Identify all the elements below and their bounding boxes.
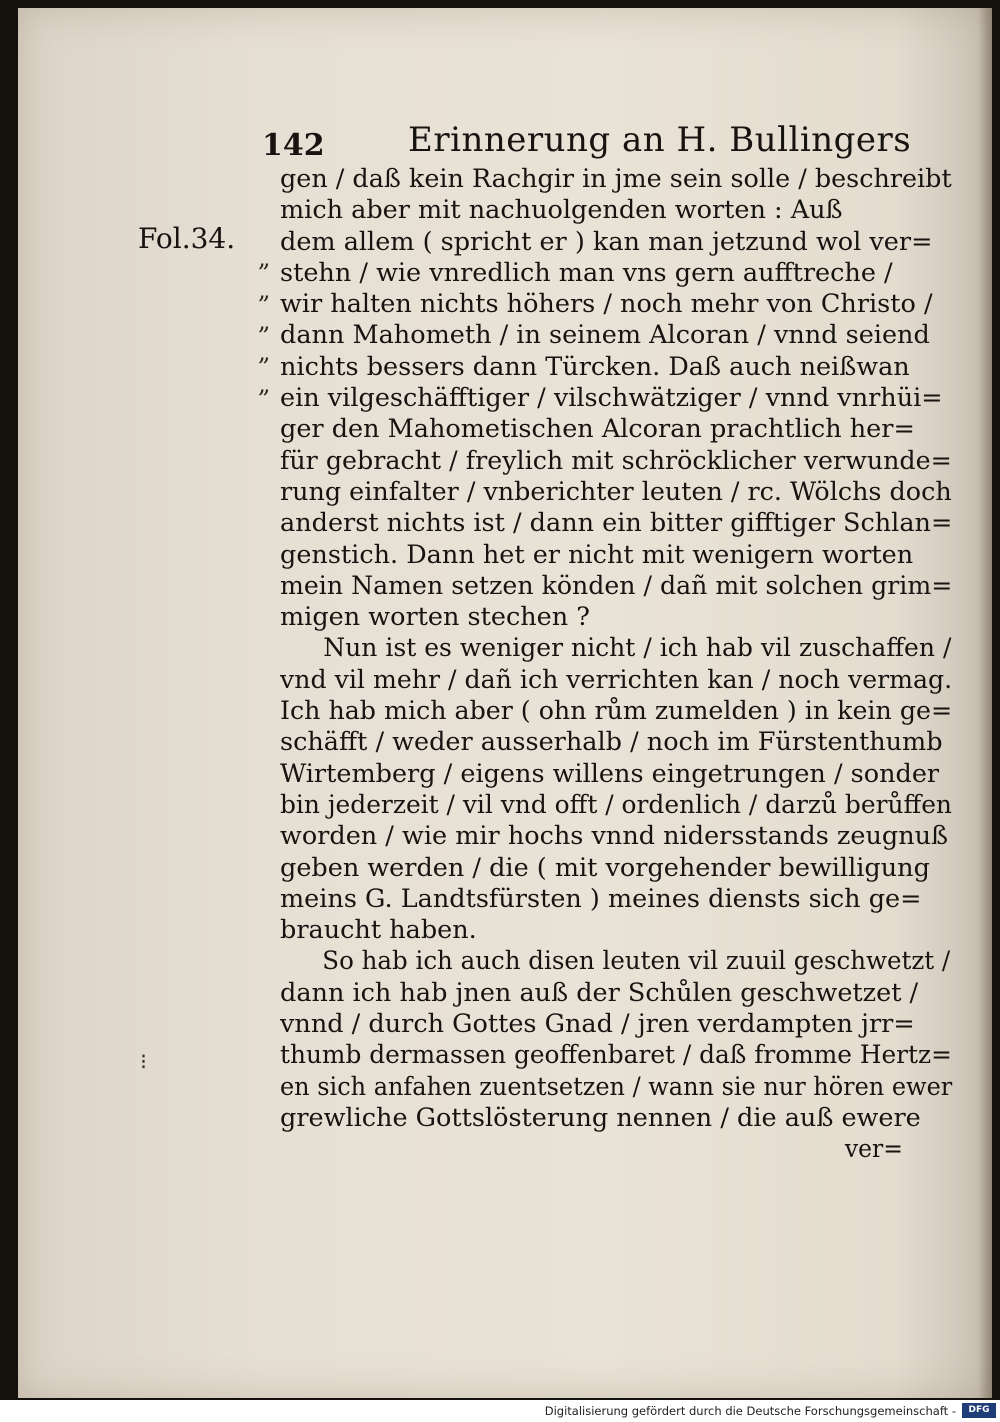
text-line: für gebracht / freylich mit schröcklicher verwunde= — [280, 445, 952, 476]
text-line: wir halten nichts höhers / noch mehr von Christo / — [280, 289, 933, 320]
text-line: rung einfalter / vnberichter leuten / rc. Wölchs doch — [280, 476, 952, 507]
text-line: anderst nichts ist / dann ein bitter gifftiger Schlan= — [280, 508, 953, 539]
marginal-quote-mark: „ — [258, 338, 271, 366]
marginal-quote-mark: „ — [258, 307, 271, 335]
text-line: migen worten stechen ? — [280, 602, 590, 633]
text-line: Nun ist es weniger nicht / ich hab vil zuschaffen / — [323, 633, 952, 664]
page-number: 142 — [262, 128, 325, 163]
marginal-quote-mark: „ — [258, 370, 271, 398]
text-line: geben werden / die ( mit vorgehender bewilligung — [280, 852, 930, 883]
text-line: mein Namen setzen könden / dañ mit solchen grim= — [280, 570, 953, 601]
body-text — [280, 164, 952, 1166]
text-line: stehn / wie vnredlich man vns gern aufftreche / — [280, 257, 893, 288]
text-line: mich aber mit nachuolgenden worten : Auß — [280, 195, 843, 226]
page-edge-shadow — [978, 8, 992, 1398]
text-line: ein vilgeschäfftiger / vilschwätziger / vnnd vnrhüi= — [280, 383, 943, 414]
footer-credit: Digitalisierung gefördert durch die Deutsche Forschungsgemeinschaft - — [544, 1404, 956, 1418]
text-line: Ich hab mich aber ( ohn rům zumelden ) in kein ge= — [280, 696, 953, 727]
text-line: grewliche Gottslösterung nennen / die auß ewere — [280, 1102, 921, 1133]
text-line: thumb dermassen geoffenbaret / daß fromme Hertz= — [280, 1040, 952, 1071]
dfg-logo: DFG — [962, 1403, 996, 1418]
running-head: Erinnerung an H. Bullingers — [408, 120, 912, 160]
text-line: nichts bessers dann Türcken. Daß auch neißwan — [280, 351, 910, 382]
text-line: Wirtemberg / eigens willens eingetrungen / sonder — [280, 758, 940, 789]
text-line: braucht haben. — [280, 915, 477, 946]
marginal-quote-mark: „ — [258, 276, 271, 304]
text-line: dann ich hab jnen auß der Schůlen geschwetzet / — [280, 977, 919, 1008]
text-line: meins G. Landtsfürsten ) meines diensts sich ge= — [280, 883, 922, 914]
stray-ink-mark: ⁝ — [140, 1050, 147, 1075]
text-line: worden / wie mir hochs vnnd nidersstands zeugnuß — [280, 821, 949, 852]
catchword: ver= — [844, 1134, 903, 1165]
text-line: ger den Mahometischen Alcoran prachtlich her= — [280, 414, 915, 445]
text-line: So hab ich auch disen leuten vil zuuil geschwetzt / — [322, 946, 951, 977]
text-line: genstich. Dann het er nicht mit wenigern worten — [280, 539, 914, 570]
text-line: dem allem ( spricht er ) kan man jetzund wol ver= — [280, 226, 933, 257]
text-line: vnd vil mehr / dañ ich verrichten kan / noch vermag. — [280, 664, 953, 695]
text-line: gen / daß kein Rachgir in jme sein solle / beschreibt — [280, 164, 952, 194]
text-line: schäfft / weder ausserhalb / noch im Fürstenthumb — [280, 727, 943, 758]
folio-reference: Fol.34. — [138, 222, 236, 255]
text-line: bin jederzeit / vil vnd offt / ordenlich / darzů berůffen — [280, 789, 952, 820]
text-line: dann Mahometh / in seinem Alcoran / vnnd seiend — [280, 320, 930, 351]
text-line: vnnd / durch Gottes Gnad / jren verdampten jrr= — [280, 1009, 915, 1040]
text-line: en sich anfahen zuentsetzen / wann sie nur hören ewer — [280, 1071, 953, 1102]
marginal-quote-mark: „ — [258, 244, 271, 272]
